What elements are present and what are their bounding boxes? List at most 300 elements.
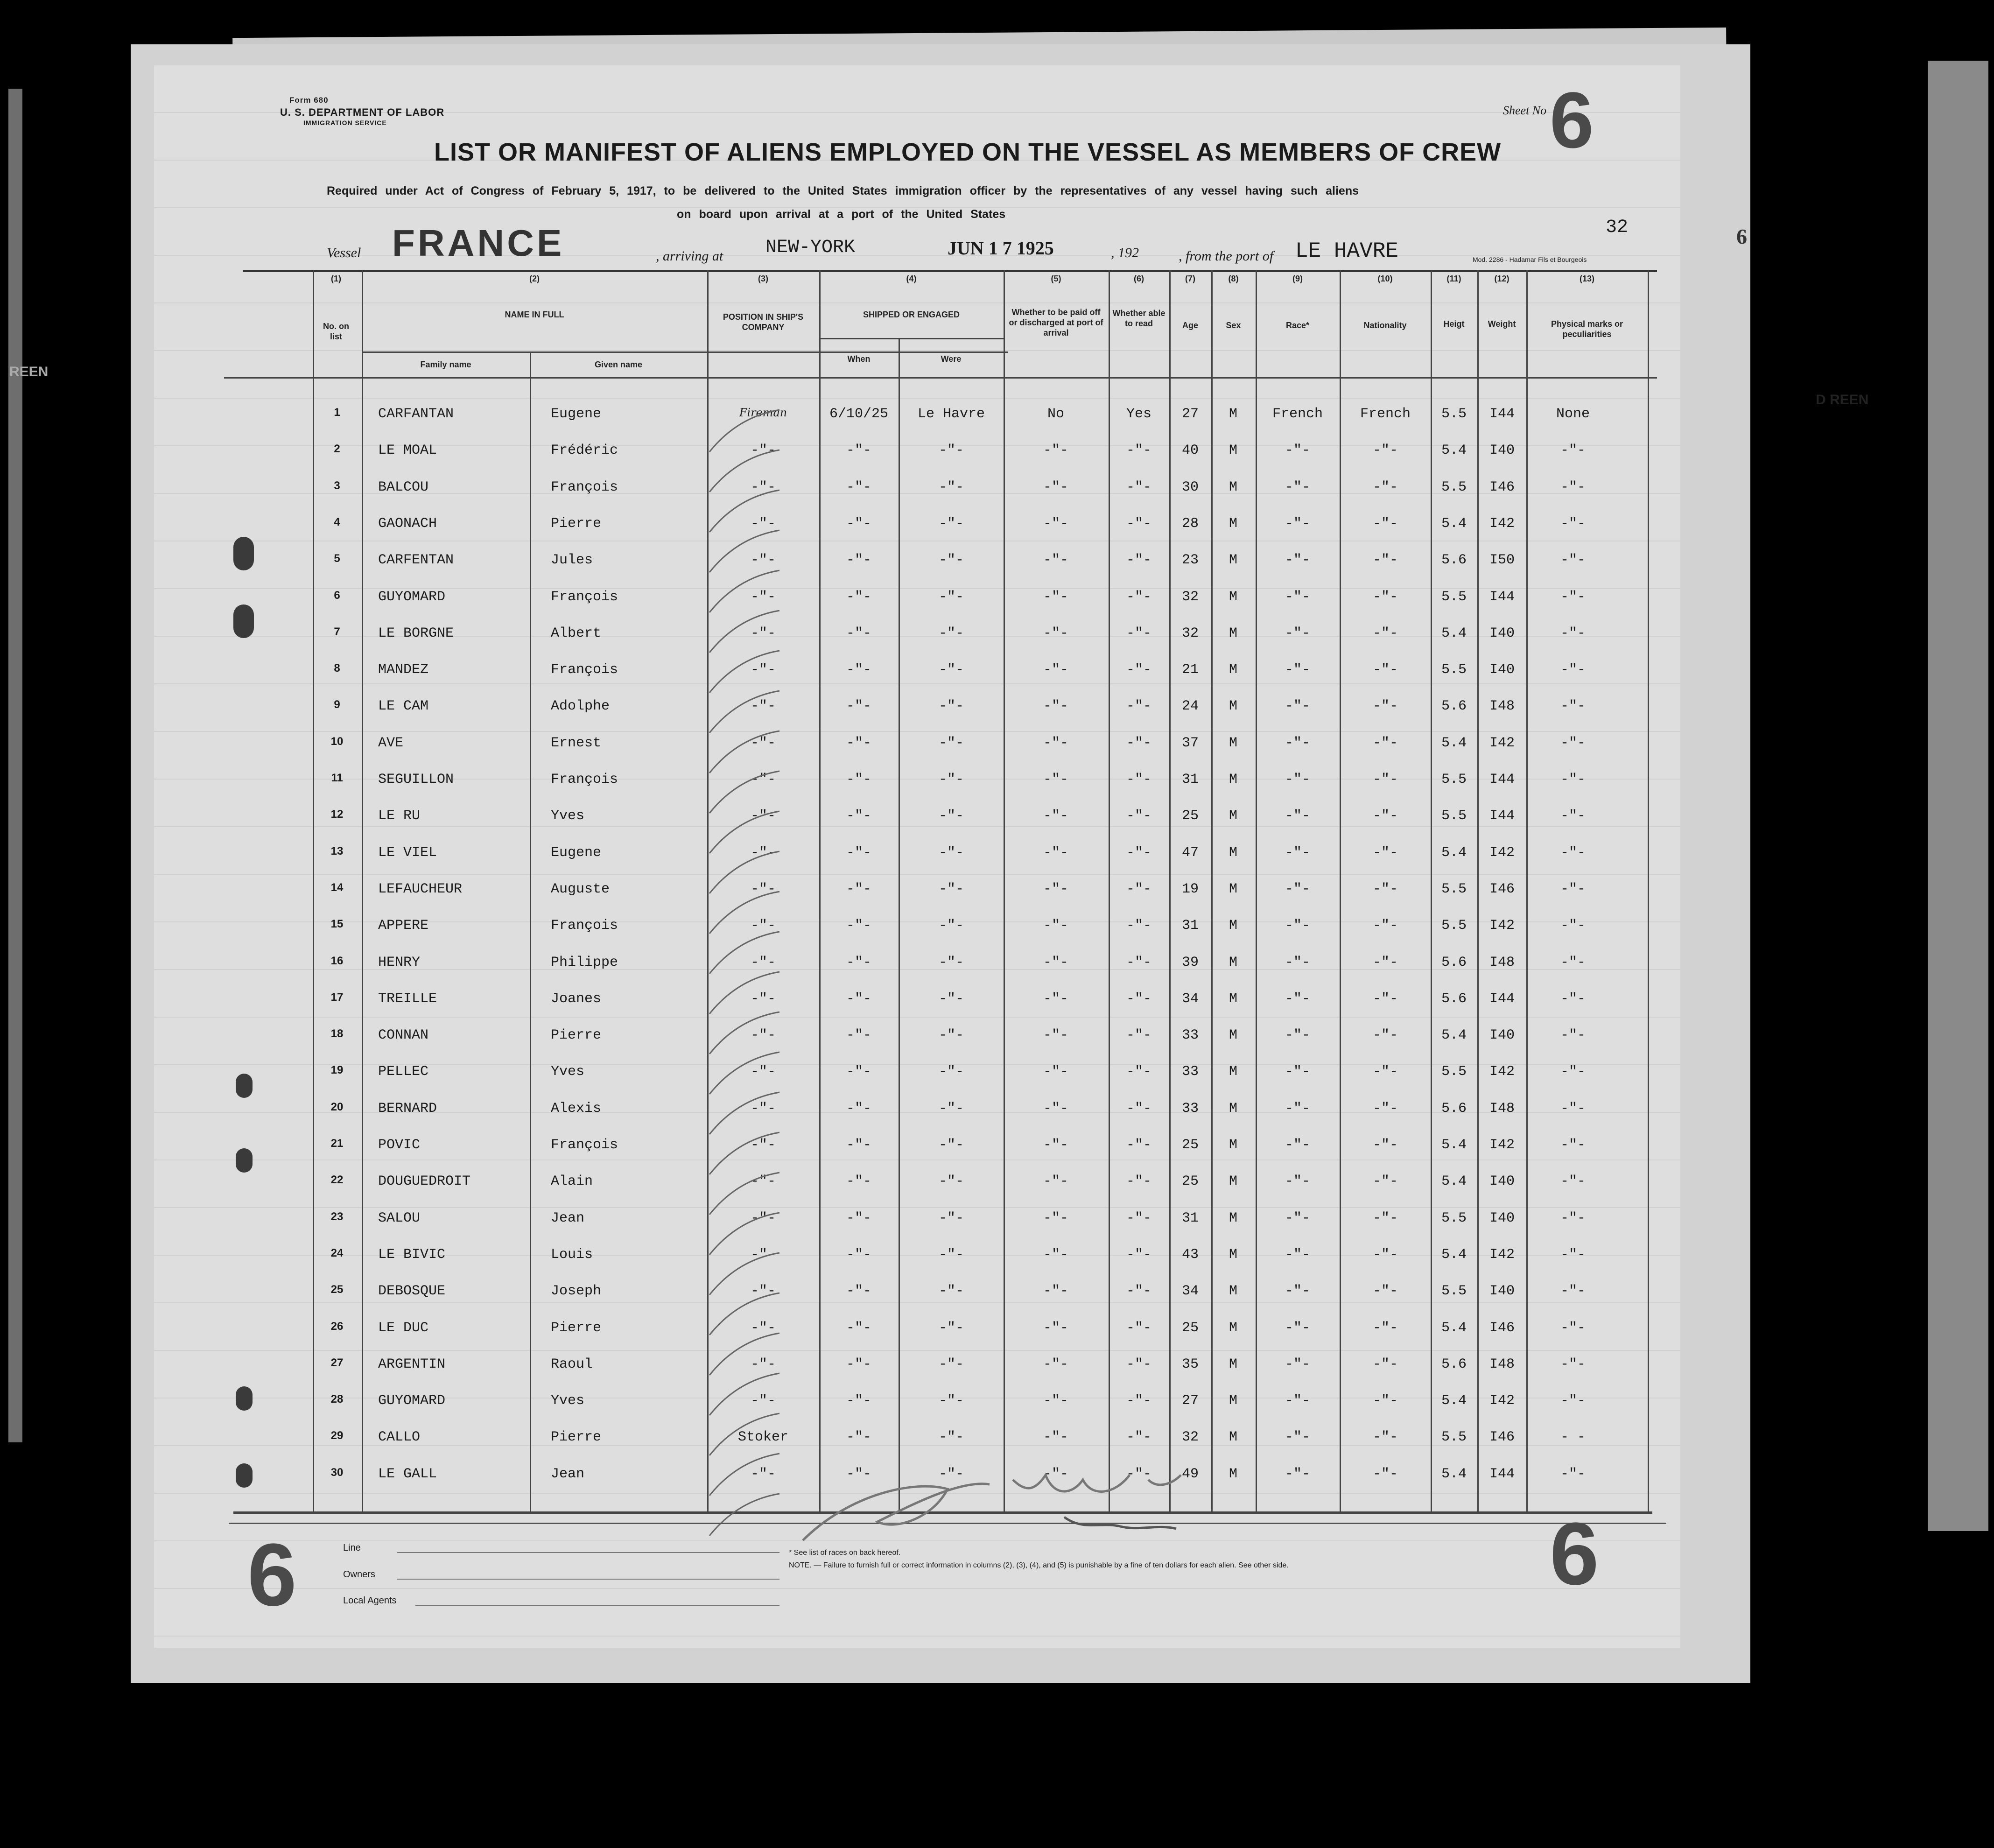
shipped-where: -"- <box>938 808 964 824</box>
sex: M <box>1229 1064 1238 1080</box>
given-name: Philippe <box>551 954 618 970</box>
age: 31 <box>1181 1210 1199 1226</box>
height: 5.4 <box>1441 443 1467 459</box>
shipped-when: -"- <box>846 918 872 934</box>
family-name: DEBOSQUE <box>378 1283 446 1300</box>
nationality: -"- <box>1372 1100 1398 1117</box>
position: -"- <box>750 844 776 861</box>
race: -"- <box>1285 1173 1311 1190</box>
height: 5.6 <box>1441 698 1467 715</box>
physical-marks: None <box>1556 406 1590 422</box>
row-number: 23 <box>330 1210 344 1223</box>
col-header-shipped: SHIPPED OR ENGAGED <box>863 310 960 319</box>
physical-marks: -"- <box>1560 1393 1586 1409</box>
nationality: -"- <box>1372 479 1398 495</box>
height: 5.6 <box>1441 954 1467 970</box>
table-row <box>313 443 1648 461</box>
table-row <box>313 918 1648 936</box>
pencil-tick <box>709 651 779 693</box>
arrival-date-stamp: JUN 1 7 1925 <box>948 238 1054 259</box>
family-name: GUYOMARD <box>378 589 446 605</box>
given-name: François <box>551 479 618 495</box>
race: -"- <box>1285 1137 1311 1153</box>
race: -"- <box>1285 443 1311 459</box>
age: 32 <box>1181 589 1199 605</box>
age: 35 <box>1181 1356 1199 1372</box>
col-header-physical-marks: Physical marks or peculiarities <box>1551 319 1623 339</box>
nationality: -"- <box>1372 1283 1398 1300</box>
given-name: François <box>551 918 618 934</box>
pencil-tick <box>709 972 779 1014</box>
sheet-number-bottom-left: 6 <box>247 1525 297 1624</box>
family-name: DOUGUEDROIT <box>378 1173 471 1190</box>
able-to-read: Yes <box>1126 406 1152 422</box>
crew-manifest-table <box>313 270 1655 1514</box>
race: -"- <box>1285 991 1311 1007</box>
row-number: 21 <box>330 1137 344 1150</box>
age: 25 <box>1181 808 1199 824</box>
position: -"- <box>750 625 776 641</box>
family-name: CALLO <box>378 1429 421 1446</box>
pencil-tick <box>709 1293 779 1335</box>
paid-off: -"- <box>1043 1210 1069 1226</box>
weight: I46 <box>1489 479 1515 495</box>
nationality: -"- <box>1372 1210 1398 1226</box>
sex: M <box>1229 808 1238 824</box>
given-name: Jean <box>551 1466 585 1482</box>
shipped-where: -"- <box>938 991 964 1007</box>
shipped-when: -"- <box>846 479 872 495</box>
shipped-where: -"- <box>938 552 964 569</box>
shipped-when: -"- <box>846 1356 872 1372</box>
able-to-read: -"- <box>1126 698 1152 715</box>
col-header-num-4: (4) <box>906 274 917 283</box>
table-row <box>313 698 1648 717</box>
pencil-tick <box>709 530 779 572</box>
printer-line: Mod. 2286 - Hadamar Fils et Bourgeois <box>1473 256 1587 263</box>
shipped-where: -"- <box>938 918 964 934</box>
able-to-read: -"- <box>1126 1429 1152 1446</box>
owners-field <box>397 1579 779 1580</box>
physical-marks: -"- <box>1560 1356 1586 1372</box>
family-name: LE MOAL <box>378 443 437 459</box>
height: 5.4 <box>1441 1466 1467 1482</box>
physical-marks: -"- <box>1560 1210 1586 1226</box>
physical-marks: -"- <box>1560 1283 1586 1300</box>
shipped-when: -"- <box>846 1429 872 1446</box>
given-name: Eugene <box>551 406 602 422</box>
weight: I42 <box>1489 844 1515 861</box>
able-to-read: -"- <box>1126 918 1152 934</box>
header-bottom-rule <box>224 377 1657 379</box>
family-name: CARFANTAN <box>378 406 454 422</box>
physical-marks: -"- <box>1560 1173 1586 1190</box>
nationality: -"- <box>1372 443 1398 459</box>
weight: I40 <box>1489 443 1515 459</box>
table-row <box>313 955 1648 973</box>
col-header-name-in-full: NAME IN FULL <box>505 310 564 319</box>
age: 32 <box>1181 1429 1199 1446</box>
family-name: LE DUC <box>378 1320 429 1336</box>
physical-marks: -"- <box>1560 1320 1586 1336</box>
col-header-height: Heigt <box>1443 319 1465 329</box>
family-name: SEGUILLON <box>378 772 454 787</box>
able-to-read: -"- <box>1126 1210 1152 1226</box>
position: -"- <box>750 662 776 678</box>
row-number: 2 <box>334 443 340 456</box>
given-name: François <box>551 589 618 605</box>
col-header-num-6: (6) <box>1134 274 1144 283</box>
pencil-tick <box>709 811 779 853</box>
able-to-read: -"- <box>1126 662 1152 678</box>
given-name: François <box>551 662 618 678</box>
family-name: ARGENTIN <box>378 1356 446 1372</box>
age: 25 <box>1181 1137 1199 1153</box>
paid-off: -"- <box>1043 625 1069 641</box>
paid-off: -"- <box>1043 552 1069 569</box>
physical-marks: -"- <box>1560 844 1586 861</box>
nationality: -"- <box>1372 1137 1398 1153</box>
able-to-read: -"- <box>1126 552 1152 569</box>
paid-off: -"- <box>1043 1064 1069 1080</box>
paid-off: -"- <box>1043 515 1069 532</box>
race: -"- <box>1285 552 1311 569</box>
table-row <box>313 1137 1648 1156</box>
age: 40 <box>1181 443 1199 459</box>
nationality: -"- <box>1372 1429 1398 1446</box>
position: Fireman <box>739 406 787 419</box>
nationality: -"- <box>1372 625 1398 641</box>
paid-off: -"- <box>1043 954 1069 970</box>
family-name: CONNAN <box>378 1027 429 1044</box>
row-number: 16 <box>330 954 344 967</box>
shipped-where: -"- <box>938 1320 964 1336</box>
physical-marks: -"- <box>1560 954 1586 970</box>
given-name: Joanes <box>551 991 602 1007</box>
punch-hole <box>236 1074 253 1098</box>
sex: M <box>1229 991 1238 1007</box>
table-row <box>313 1393 1648 1412</box>
race: -"- <box>1285 1283 1311 1300</box>
nationality: -"- <box>1372 1173 1398 1190</box>
paid-off: -"- <box>1043 991 1069 1007</box>
shipped-where: -"- <box>938 1356 964 1372</box>
col-header-num-9: (9) <box>1292 274 1303 283</box>
height: 5.4 <box>1441 625 1467 641</box>
weight: I42 <box>1489 515 1515 532</box>
weight: I44 <box>1489 991 1515 1007</box>
race: -"- <box>1285 881 1311 897</box>
shipped-where: -"- <box>938 1466 964 1482</box>
shipped-where: -"- <box>938 698 964 715</box>
given-name: Adolphe <box>551 698 610 715</box>
col-header-num-2: (2) <box>529 274 540 283</box>
col-header-num-13: (13) <box>1579 274 1594 283</box>
sex: M <box>1229 1320 1238 1336</box>
age: 21 <box>1181 662 1199 678</box>
pencil-tick <box>709 851 779 893</box>
given-name: François <box>551 1137 618 1153</box>
physical-marks: -"- <box>1560 443 1586 459</box>
paid-off: -"- <box>1043 443 1069 459</box>
height: 5.5 <box>1441 662 1467 678</box>
shipped-where: Le Havre <box>917 406 985 422</box>
col-header-num-8: (8) <box>1228 274 1239 283</box>
race: -"- <box>1285 1210 1311 1226</box>
sheet-number-bottom-right: 6 <box>1550 1504 1599 1603</box>
age: 32 <box>1181 625 1199 641</box>
physical-marks: - - <box>1560 1429 1586 1446</box>
position: -"- <box>750 1393 776 1409</box>
nationality: -"- <box>1372 1064 1398 1080</box>
race: -"- <box>1285 698 1311 715</box>
height: 5.5 <box>1441 772 1467 787</box>
row-number: 30 <box>330 1466 344 1479</box>
shipped-when: -"- <box>846 1210 872 1226</box>
table-row <box>313 406 1648 425</box>
table-row <box>313 1247 1648 1265</box>
weight: I40 <box>1489 1210 1515 1226</box>
family-name: GAONACH <box>378 515 437 532</box>
family-name: APPERE <box>378 918 429 934</box>
weight: I46 <box>1489 1429 1515 1446</box>
shipped-when: -"- <box>846 1027 872 1044</box>
paid-off: -"- <box>1043 1356 1069 1372</box>
sex: M <box>1229 552 1238 569</box>
sex: M <box>1229 1137 1238 1153</box>
race: -"- <box>1285 1393 1311 1409</box>
table-row <box>313 1101 1648 1119</box>
physical-marks: -"- <box>1560 1100 1586 1117</box>
nationality: -"- <box>1372 552 1398 569</box>
arriving-port: NEW-YORK <box>765 237 856 258</box>
table-row <box>313 1320 1648 1339</box>
position: -"- <box>750 991 776 1007</box>
shipped-when: -"- <box>846 991 872 1007</box>
given-name: Yves <box>551 808 585 824</box>
family-name: LE RU <box>378 808 421 824</box>
shipped-when: -"- <box>846 1246 872 1263</box>
row-number: 5 <box>334 552 340 565</box>
nationality: -"- <box>1372 1393 1398 1409</box>
shipped-when: -"- <box>846 954 872 970</box>
able-to-read: -"- <box>1126 808 1152 824</box>
given-name: Pierre <box>551 1027 602 1044</box>
shipped-where: -"- <box>938 1137 964 1153</box>
shipped-where: -"- <box>938 1393 964 1409</box>
position: -"- <box>750 1320 776 1336</box>
race: -"- <box>1285 844 1311 861</box>
line-field <box>397 1552 779 1553</box>
col-header-num-1: (1) <box>331 274 341 283</box>
pencil-tick <box>709 611 779 653</box>
physical-marks: -"- <box>1560 772 1586 787</box>
race: -"- <box>1285 479 1311 495</box>
weight: I42 <box>1489 735 1515 751</box>
nationality: -"- <box>1372 1356 1398 1372</box>
position: -"- <box>750 1356 776 1372</box>
col-header-num-12: (12) <box>1494 274 1510 283</box>
able-to-read: -"- <box>1126 881 1152 897</box>
nationality: -"- <box>1372 772 1398 787</box>
height: 5.4 <box>1441 1173 1467 1190</box>
sex: M <box>1229 1429 1238 1446</box>
height: 5.4 <box>1441 1320 1467 1336</box>
sex: M <box>1229 1027 1238 1044</box>
shipped-where: -"- <box>938 625 964 641</box>
paid-off: -"- <box>1043 1173 1069 1190</box>
sex: M <box>1229 1466 1238 1482</box>
table-row <box>313 735 1648 754</box>
table-row <box>313 1173 1648 1192</box>
col-header-num-7: (7) <box>1185 274 1195 283</box>
family-name: POVIC <box>378 1137 421 1153</box>
weight: I40 <box>1489 1173 1515 1190</box>
weight: I40 <box>1489 662 1515 678</box>
row-number: 13 <box>330 844 344 857</box>
punch-hole <box>233 537 254 570</box>
height: 5.4 <box>1441 515 1467 532</box>
shipped-where: -"- <box>938 1246 964 1263</box>
physical-marks: -"- <box>1560 808 1586 824</box>
nationality: -"- <box>1372 881 1398 897</box>
department-label: U. S. DEPARTMENT OF LABOR <box>280 106 445 118</box>
race: -"- <box>1285 662 1311 678</box>
pencil-tick <box>709 932 779 974</box>
row-number: 6 <box>334 589 340 602</box>
height: 5.4 <box>1441 1027 1467 1044</box>
given-name: Alexis <box>551 1100 602 1117</box>
height: 5.5 <box>1441 589 1467 605</box>
able-to-read: -"- <box>1126 1246 1152 1263</box>
sex: M <box>1229 1356 1238 1372</box>
age: 25 <box>1181 1320 1199 1336</box>
height: 5.5 <box>1441 1429 1467 1446</box>
row-number: 11 <box>331 772 343 784</box>
nationality: -"- <box>1372 1320 1398 1336</box>
age: 31 <box>1181 772 1199 787</box>
height: 5.5 <box>1441 1210 1467 1226</box>
shipped-where: -"- <box>938 515 964 532</box>
age: 37 <box>1181 735 1199 751</box>
family-name: LE VIEL <box>378 844 437 861</box>
weight: I44 <box>1489 772 1515 787</box>
punch-hole <box>236 1148 253 1173</box>
weight: I48 <box>1489 698 1515 715</box>
from-port: LE HAVRE <box>1295 239 1398 263</box>
weight: I42 <box>1489 1393 1515 1409</box>
table-row <box>313 1064 1648 1082</box>
given-name: Yves <box>551 1064 585 1080</box>
given-name: Pierre <box>551 515 602 532</box>
family-name: MANDEZ <box>378 662 429 678</box>
pencil-tick <box>709 892 779 934</box>
sex: M <box>1229 589 1238 605</box>
paid-off: No <box>1047 406 1065 422</box>
pencil-tick <box>709 1012 779 1054</box>
col-header-able-to-read: Whether able to read <box>1112 309 1166 328</box>
nationality: French <box>1360 406 1411 422</box>
row-number: 27 <box>330 1356 344 1369</box>
table-row <box>313 991 1648 1010</box>
shipped-when: -"- <box>846 844 872 861</box>
able-to-read: -"- <box>1126 735 1152 751</box>
position: -"- <box>750 698 776 715</box>
given-name: Alain <box>551 1173 593 1190</box>
table-row <box>313 1283 1648 1302</box>
nationality: -"- <box>1372 954 1398 970</box>
physical-marks: -"- <box>1560 1137 1586 1153</box>
col-header-position: POSITION IN SHIP'S COMPANY <box>723 312 804 332</box>
able-to-read: -"- <box>1126 1173 1152 1190</box>
able-to-read: -"- <box>1126 1027 1152 1044</box>
height: 5.5 <box>1441 808 1467 824</box>
row-number: 26 <box>330 1320 344 1333</box>
row-number: 4 <box>334 515 340 528</box>
paid-off: -"- <box>1043 1393 1069 1409</box>
paid-off: -"- <box>1043 1100 1069 1117</box>
col-header-sex: Sex <box>1226 321 1241 330</box>
shipped-when: -"- <box>846 443 872 459</box>
position: -"- <box>750 735 776 751</box>
weight: I42 <box>1489 1137 1515 1153</box>
shipped-when: -"- <box>846 1283 872 1300</box>
able-to-read: -"- <box>1126 443 1152 459</box>
pencil-tick <box>709 1333 779 1375</box>
nationality: -"- <box>1372 1027 1398 1044</box>
paid-off: -"- <box>1043 1283 1069 1300</box>
given-name: Jules <box>551 552 593 569</box>
sex: M <box>1229 515 1238 532</box>
age: 30 <box>1181 479 1199 495</box>
age: 19 <box>1181 881 1199 897</box>
row-number: 22 <box>330 1173 344 1187</box>
physical-marks: -"- <box>1560 662 1586 678</box>
page-title: LIST OR MANIFEST OF ALIENS EMPLOYED ON THE VESSEL AS MEMBERS OF CREW <box>434 138 1502 166</box>
able-to-read: -"- <box>1126 1137 1152 1153</box>
weight: I40 <box>1489 1283 1515 1300</box>
weight: I48 <box>1489 954 1515 970</box>
row-number: 15 <box>330 918 344 931</box>
paid-off: -"- <box>1043 881 1069 897</box>
col-header-where: Were <box>941 354 962 364</box>
paid-off: -"- <box>1043 698 1069 715</box>
right-fragment-number: 6 <box>1736 225 1747 248</box>
race: -"- <box>1285 918 1311 934</box>
given-name: Joseph <box>551 1283 602 1300</box>
weight: I40 <box>1489 1027 1515 1044</box>
arriving-label: , arriving at <box>656 248 723 264</box>
position: -"- <box>750 954 776 970</box>
age: 27 <box>1181 406 1199 422</box>
pencil-tick <box>709 1213 779 1255</box>
row-number: 14 <box>330 881 344 894</box>
col-header-nationality: Nationality <box>1363 321 1407 330</box>
race: -"- <box>1285 625 1311 641</box>
shipped-where: -"- <box>938 1283 964 1300</box>
owners-label: Owners <box>343 1569 375 1580</box>
subtitle-line-1: Required under Act of Congress of February 5, 1917, to be delivered to the United States immigration officer by the representatives of any vessel having such aliens <box>327 184 1359 197</box>
sex: M <box>1229 954 1238 970</box>
weight: I46 <box>1489 1320 1515 1336</box>
weight: I44 <box>1489 589 1515 605</box>
shipped-when: -"- <box>846 589 872 605</box>
nationality: -"- <box>1372 1246 1398 1263</box>
sex: M <box>1229 479 1238 495</box>
pencil-tick <box>709 1173 779 1215</box>
shipped-where: -"- <box>938 844 964 861</box>
col-header-age: Age <box>1182 321 1198 330</box>
